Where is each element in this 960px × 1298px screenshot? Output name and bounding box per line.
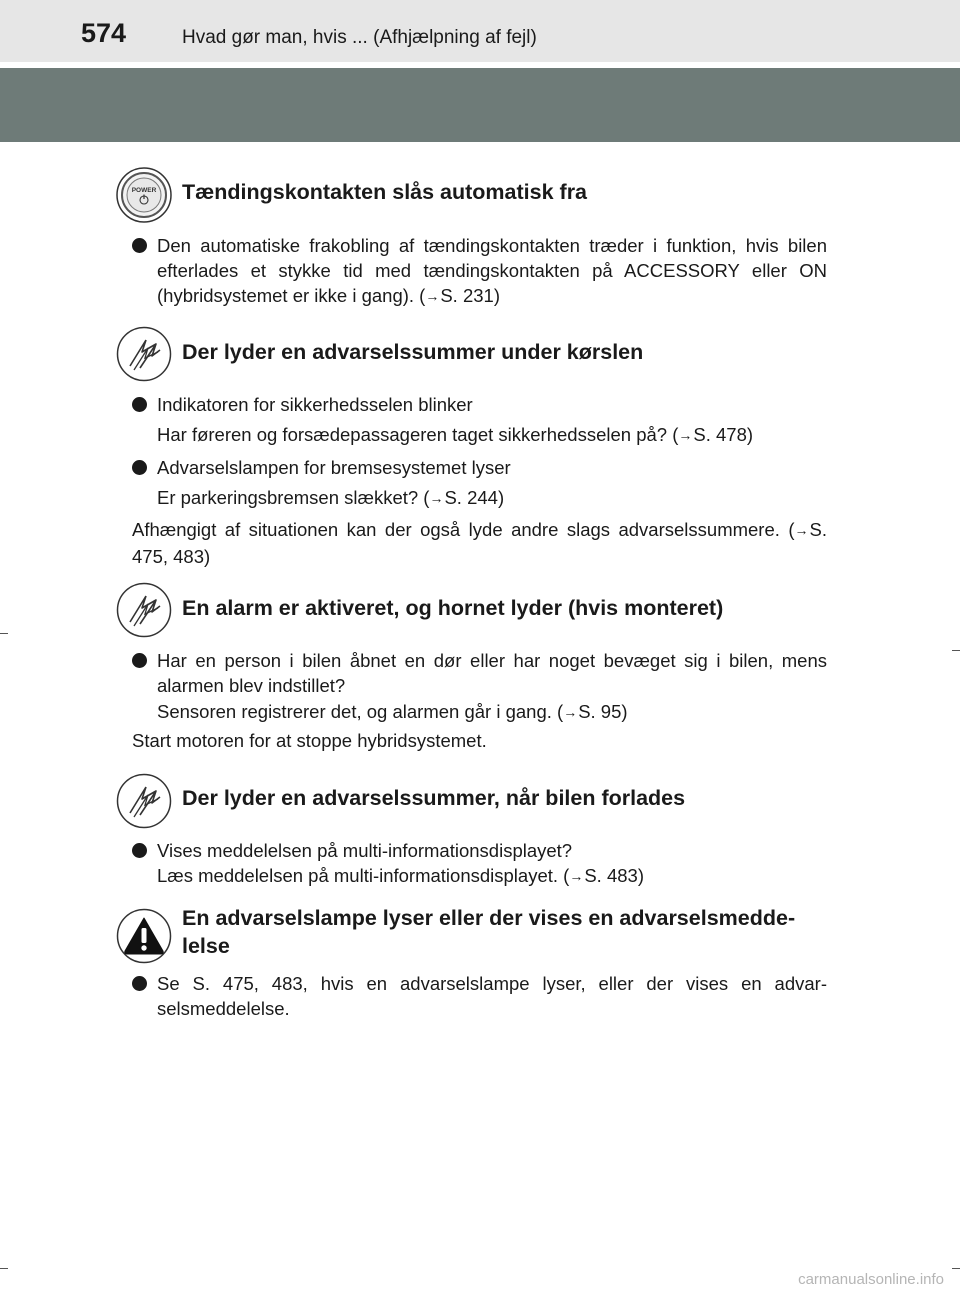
power-label: POWER xyxy=(131,187,157,194)
crop-mark xyxy=(952,650,960,651)
section-title: Der lyder en advarselssummer, når bilen forlades xyxy=(182,786,686,810)
note-text: Afhængigt af situationen kan der også lyde andre slags advarselssummere. (→S. 475, 483) xyxy=(132,519,827,567)
chapter-band xyxy=(0,68,960,142)
caution-triangle-icon xyxy=(116,908,172,964)
warning-sound-icon xyxy=(116,326,172,382)
warning-sound-icon xyxy=(116,773,172,829)
page-number: 574 xyxy=(81,18,127,48)
bullet-dot xyxy=(132,397,147,412)
bullet-dot xyxy=(132,976,147,991)
bullet-text: Indikatoren for sikkerhedsselen blinker xyxy=(157,394,473,415)
bullet-text: Har en person i bilen åbnet en dør eller har noget bevæget sig i bilen, mens alarmen blev indstillet? xyxy=(157,650,827,696)
section-title: En advarselslampe lyser eller der vises en advarselsmedde- xyxy=(182,906,796,930)
power-button-icon xyxy=(116,167,172,223)
running-title: Hvad gør man, hvis ... (Afhjælpning af fejl) xyxy=(182,27,537,48)
bullet-dot xyxy=(132,238,147,253)
sub-text: Er parkeringsbremsen slækket? (→S. 244) xyxy=(157,487,505,508)
bullet-dot xyxy=(132,843,147,858)
section-title: Der lyder en advarselssummer under kørslen xyxy=(182,340,644,364)
section-title: lelse xyxy=(182,934,230,958)
section-title: Tændingskontakten slås automatisk fra xyxy=(182,180,588,204)
bullet-dot xyxy=(132,460,147,475)
crop-mark xyxy=(0,633,8,634)
bullet-text: Den automatiske frakobling af tændingskontakten træder i funktion, hvis bilen efterlades et stykke tid med tændingskontakten på ACCESSORY eller ON (hybridsystemet er ikke i gang). (→S. 231) xyxy=(157,235,827,306)
crop-mark xyxy=(952,1268,960,1269)
warning-sound-icon xyxy=(116,582,172,638)
note-text: Start motoren for at stoppe hybridsystemet. xyxy=(132,730,487,751)
sub-text: Læs meddelelsen på multi-informationsdisplayet. (→S. 483) xyxy=(157,865,644,886)
bullet-text: Vises meddelelsen på multi-informationsdisplayet? xyxy=(157,840,573,861)
bullet-dot xyxy=(132,653,147,668)
sub-text: Har føreren og forsædepassageren taget sikkerhedsselen på? (→S. 478) xyxy=(157,424,754,445)
section-title: En alarm er aktiveret, og hornet lyder (hvis monteret) xyxy=(182,596,724,620)
bullet-text: Advarselslampen for bremsesystemet lyser xyxy=(157,457,511,478)
watermark: carmanualsonline.info xyxy=(798,1271,944,1288)
sub-text: Sensoren registrerer det, og alarmen går i gang. (→S. 95) xyxy=(157,701,628,722)
crop-mark xyxy=(0,1268,8,1269)
bullet-text: Se S. 475, 483, hvis en advarselslampe lyser, eller der vises en advar-selsmeddelelse. xyxy=(157,973,827,1019)
